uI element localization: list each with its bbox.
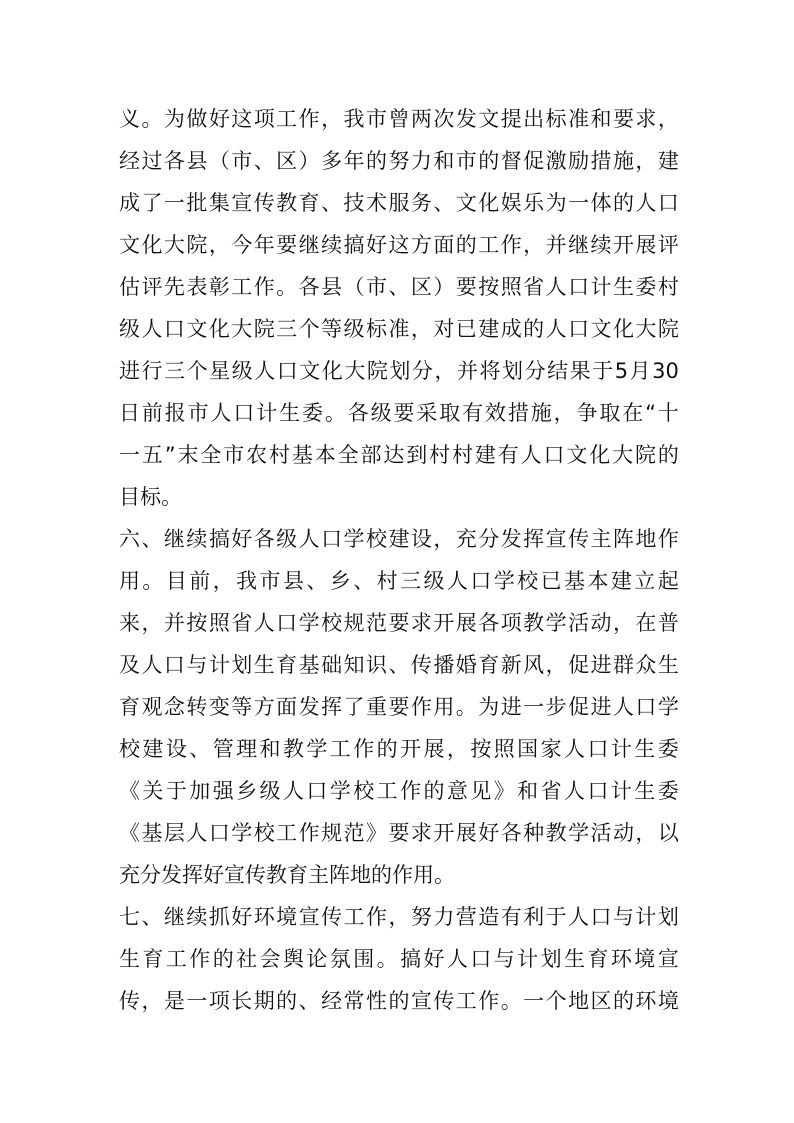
text-line: 充分发挥好宣传教育主阵地的作用。 <box>119 863 455 887</box>
text-line: 估 评 先 表 彰 工 作 。 各 县 （ 市 、 区 ） 要 按 照 省 人 口 计 生 委 村 <box>119 275 679 299</box>
text-line: 《 基 层 人 口 学 校 工 作 规 范 》 要 求 开 展 好 各 种 教 学 活 动 ， 以 <box>119 821 679 845</box>
text-line: 义 。 为 做 好 这 项 工 作 ， 我 市 曾 两 次 发 文 提 出 标 准 和 要 求 ， <box>119 107 679 131</box>
text-line: 目标。 <box>119 485 182 509</box>
text-line: 级 人 口 文 化 大 院 三 个 等 级 标 准 ， 对 已 建 成 的 人 口 文 化 大 院 <box>119 317 679 341</box>
text-line: 《 关 于 加 强 乡 级 人 口 学 校 工 作 的 意 见 》 和 省 人 口 计 生 委 <box>119 779 679 803</box>
text-line: 校 建 设 、 管 理 和 教 学 工 作 的 开 展 ， 按 照 国 家 人 口 计 生 委 <box>119 737 679 761</box>
text-line: 文 化 大 院 ， 今 年 要 继 续 搞 好 这 方 面 的 工 作 ， 并 继 续 开 展 评 <box>119 233 679 257</box>
text-line: 来 ， 并 按 照 省 人 口 学 校 规 范 要 求 开 展 各 项 教 学 活 动 ， 在 普 <box>119 611 679 635</box>
document-page <box>119 98 679 1022</box>
text-line: 日 前 报 市 人 口 计 生 委 。 各 级 要 采 取 有 效 措 施 ， 争 取 在 “ 十 <box>119 401 679 425</box>
text-line: 传 ， 是 一 项 长 期 的 、 经 常 性 的 宣 传 工 作 。 一 个 地 区 的 环 境 <box>119 989 679 1013</box>
text-line: 进 行 三 个 星 级 人 口 文 化 大 院 划 分 ， 并 将 划 分 结 果 于 5 月 30 <box>119 359 679 383</box>
text-line: 成 了 一 批 集 宣 传 教 育 、 技 术 服 务 、 文 化 娱 乐 为 一 体 的 人 口 <box>119 191 679 215</box>
text-line: 生 育 工 作 的 社 会 舆 论 氛 围 。 搞 好 人 口 与 计 划 生 育 环 境 宣 <box>119 947 679 971</box>
text-line: 育 观 念 转 变 等 方 面 发 挥 了 重 要 作 用 。 为 进 一 步 促 进 人 口 学 <box>119 695 679 719</box>
text-line: 及 人 口 与 计 划 生 育 基 础 知 识 、 传 播 婚 育 新 风 ， 促 进 群 众 生 <box>119 653 679 677</box>
text-line: 经 过 各 县 （ 市 、 区 ） 多 年 的 努 力 和 市 的 督 促 激 励 措 施 ， 建 <box>119 149 679 173</box>
section-heading-line: 六 、 继 续 搞 好 各 级 人 口 学 校 建 设 ， 充 分 发 挥 宣 传 主 阵 地 作 <box>119 527 679 551</box>
text-line: 用 。 目 前 ， 我 市 县 、 乡 、 村 三 级 人 口 学 校 已 基 本 建 立 起 <box>119 569 679 593</box>
text-line: 一 五 ” 末 全 市 农 村 基 本 全 部 达 到 村 村 建 有 人 口 文 化 大 院 的 <box>119 443 679 467</box>
section-heading-line: 七 、 继 续 抓 好 环 境 宣 传 工 作 ， 努 力 营 造 有 利 于 人 口 与 计 划 <box>119 905 679 929</box>
